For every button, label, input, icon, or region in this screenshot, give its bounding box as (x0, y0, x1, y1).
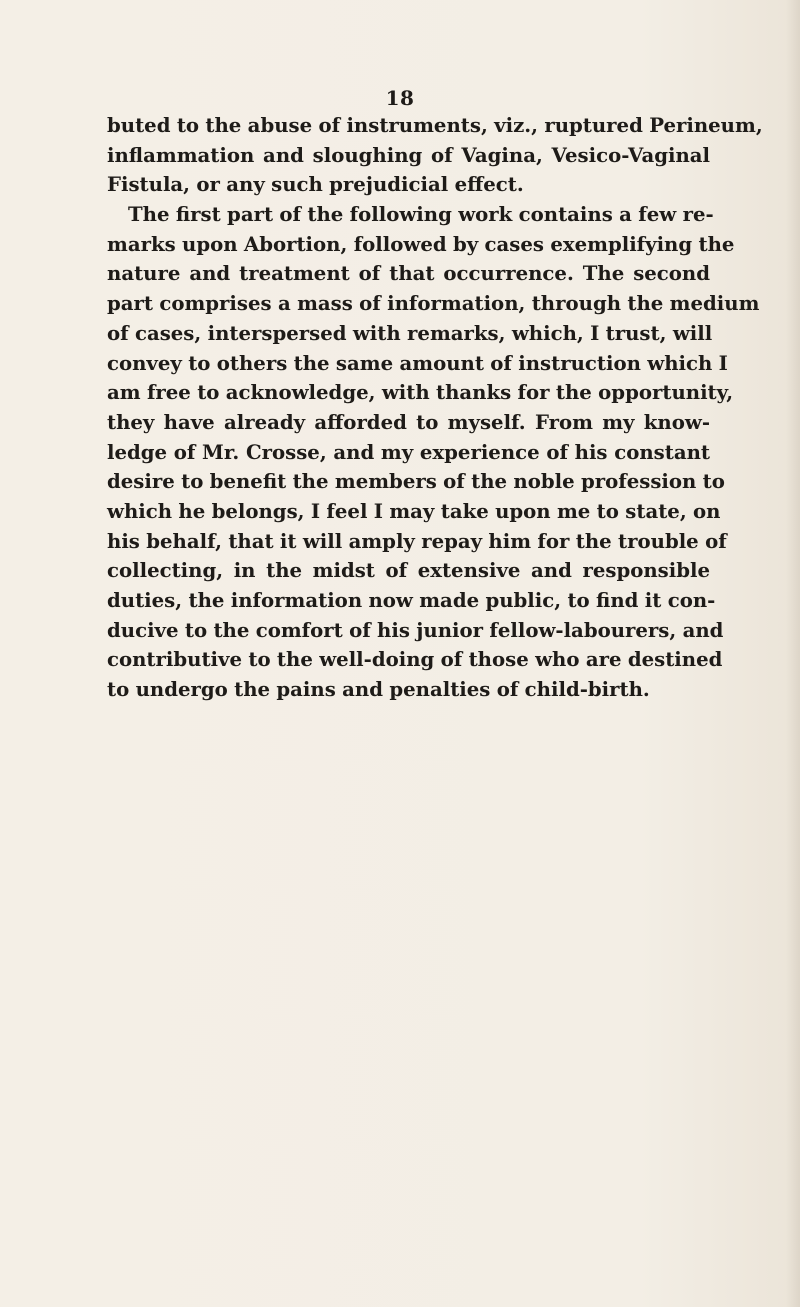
text-line: ledge of Mr. Crosse, and my experience of his constant (107, 440, 710, 464)
text-line: his behalf, that it will amply repay him for the trouble of (107, 529, 727, 553)
text-line: ducive to the comfort of his junior fellow-labourers, and (107, 618, 724, 642)
text-line: of cases, interspersed with remarks, which, I trust, will (107, 321, 713, 345)
text-line: duties, the information now made public, to find it con- (107, 589, 716, 612)
text-line: they have already afforded to myself. From my know- (107, 410, 710, 434)
text-line: am free to acknowledge, with thanks for the opportunity, (107, 381, 734, 405)
text-line: inflammation and sloughing of Vagina, Vesico-Vaginal (107, 143, 710, 167)
page-number: 18 (385, 86, 415, 110)
body-text (107, 111, 763, 705)
text-line: nature and treatment of that occurrence. The second (107, 262, 710, 286)
text-line: part comprises a mass of information, through the medium (107, 292, 760, 316)
text-line: buted to the abuse of instruments, viz., ruptured Perineum, (107, 114, 763, 137)
paragraph-first-line: The first part of the following work contains a few re- (128, 203, 714, 227)
text-line: collecting, in the midst of extensive and responsible (107, 559, 710, 583)
text-line: to undergo the pains and penalties of child-birth. (107, 678, 650, 702)
text-line: desire to benefit the members of the noble profession to (107, 470, 725, 494)
text-line: convey to others the same amount of instruction which I (107, 351, 728, 375)
text-line: Fistula, or any such prejudicial effect. (107, 173, 524, 197)
page-edge-shadow (786, 0, 800, 1307)
text-line: which he belongs, I feel I may take upon me to state, on (107, 499, 721, 523)
text-line: marks upon Abortion, followed by cases exemplifying the (107, 232, 735, 256)
text-line: contributive to the well-doing of those who are destined (107, 648, 723, 672)
